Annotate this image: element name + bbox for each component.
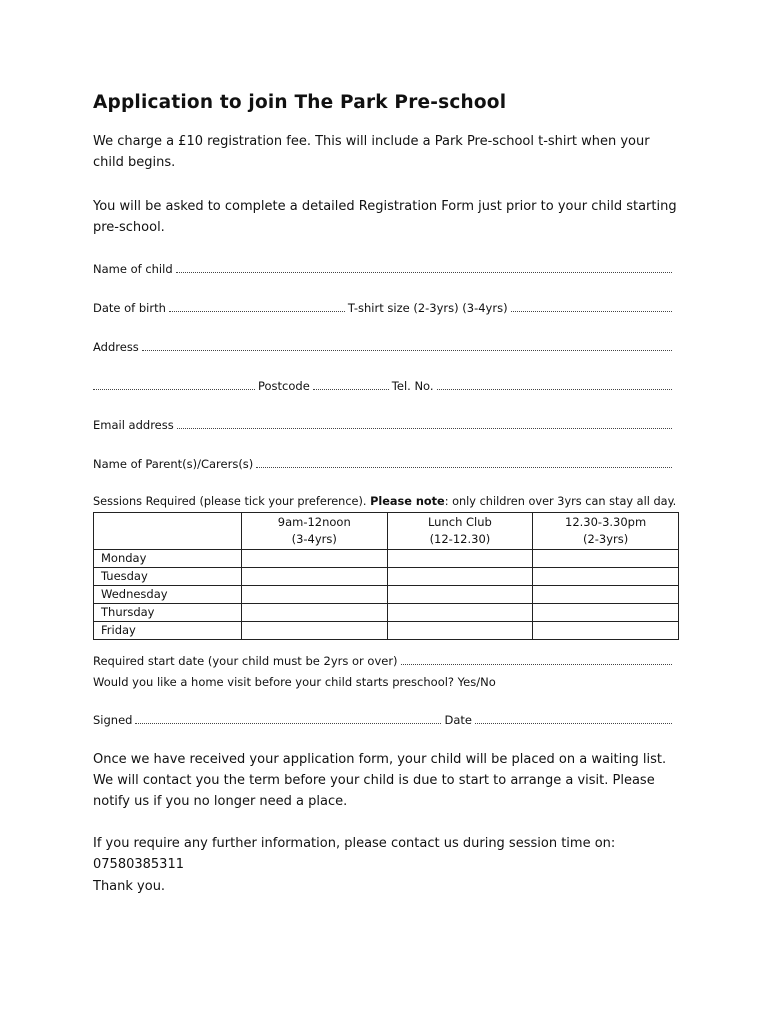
child-name-label: Name of child — [93, 262, 173, 276]
tshirt-size-input-line[interactable] — [511, 302, 672, 312]
sessions-note-text: : only children over 3yrs can stay all day. — [444, 495, 677, 508]
session-tick-cell[interactable] — [533, 568, 679, 586]
registration-fee-paragraph: We charge a £10 registration fee. This will include a Park Pre-school t-shirt when your child begins. — [93, 134, 650, 170]
page-title: Application to join The Park Pre-school — [93, 92, 507, 113]
waiting-list-paragraph: Once we have received your application form, your child will be placed on a waiting list. We will contact you the term before your child is due to start to arrange a visit. Please notify us if you no longer need a place. — [93, 752, 667, 809]
session-tick-cell[interactable] — [387, 568, 533, 586]
session-column-afternoon — [533, 513, 679, 550]
day-label: Tuesday — [94, 568, 242, 586]
date-label: Date — [444, 713, 472, 727]
session-col-lunch-age: (12-12.30) — [429, 532, 491, 546]
signature-input-line[interactable] — [135, 714, 441, 724]
session-tick-cell[interactable] — [241, 550, 387, 568]
email-input-line[interactable] — [177, 419, 672, 429]
tshirt-size-label: T-shirt size (2-3yrs) (3-4yrs) — [347, 301, 508, 315]
tel-label: Tel. No. — [391, 379, 434, 393]
dob-tshirt-row — [93, 301, 675, 315]
signed-label: Signed — [93, 713, 133, 727]
session-tick-cell[interactable] — [241, 622, 387, 640]
table-row — [94, 568, 679, 586]
tel-input-line[interactable] — [437, 380, 672, 390]
day-label: Thursday — [94, 604, 242, 622]
sessions-intro-text: Sessions Required (please tick your preference). — [93, 495, 371, 508]
parents-label: Name of Parent(s)/Carers(s) — [93, 457, 254, 471]
parents-input-line[interactable] — [256, 458, 672, 468]
session-col-morning-age: (3-4yrs) — [291, 532, 337, 546]
child-name-input-line[interactable] — [176, 263, 672, 273]
sessions-table — [93, 512, 679, 640]
session-tick-cell[interactable] — [241, 586, 387, 604]
session-tick-cell[interactable] — [241, 568, 387, 586]
day-label: Wednesday — [94, 586, 242, 604]
signature-row — [93, 713, 675, 727]
postcode-input-line[interactable] — [313, 380, 389, 390]
table-row — [94, 604, 679, 622]
session-col-lunch-time: Lunch Club — [427, 515, 492, 529]
session-tick-cell[interactable] — [387, 550, 533, 568]
sessions-intro — [93, 495, 676, 508]
date-input-line[interactable] — [475, 714, 672, 724]
session-column-lunch — [387, 513, 533, 550]
session-tick-cell[interactable] — [387, 622, 533, 640]
sessions-corner-cell — [94, 513, 242, 550]
postcode-tel-row — [93, 379, 675, 393]
contact-paragraph: If you require any further information, please contact us during session time on: — [93, 836, 616, 851]
sessions-header-row — [94, 513, 679, 550]
contact-phone: 07580385311 — [93, 857, 184, 872]
session-col-afternoon-time: 12.30-3.30pm — [565, 515, 647, 529]
start-date-input-line[interactable] — [401, 655, 672, 665]
session-tick-cell[interactable] — [533, 550, 679, 568]
address-field[interactable] — [93, 340, 675, 354]
start-date-field[interactable] — [93, 654, 675, 668]
table-row — [94, 550, 679, 568]
day-label: Friday — [94, 622, 242, 640]
session-tick-cell[interactable] — [533, 622, 679, 640]
session-col-morning-time: 9am-12noon — [277, 515, 351, 529]
table-row — [94, 622, 679, 640]
session-tick-cell[interactable] — [533, 604, 679, 622]
address-input-line[interactable] — [142, 341, 672, 351]
session-tick-cell[interactable] — [387, 604, 533, 622]
session-col-afternoon-age: (2-3yrs) — [582, 532, 629, 546]
session-tick-cell[interactable] — [241, 604, 387, 622]
table-row — [94, 586, 679, 604]
dob-label: Date of birth — [93, 301, 166, 315]
please-note-label: Please note — [370, 495, 445, 508]
start-date-label: Required start date (your child must be 2yrs or over) — [93, 654, 398, 668]
registration-form-paragraph: You will be asked to complete a detailed Registration Form just prior to your child starting pre-school. — [93, 199, 677, 235]
address-line-2[interactable] — [93, 380, 255, 390]
email-field[interactable] — [93, 418, 675, 432]
session-tick-cell[interactable] — [387, 586, 533, 604]
child-name-field[interactable] — [93, 262, 675, 276]
thank-you: Thank you. — [93, 879, 166, 894]
email-label: Email address — [93, 418, 174, 432]
address-label: Address — [93, 340, 139, 354]
session-tick-cell[interactable] — [533, 586, 679, 604]
session-column-morning — [241, 513, 387, 550]
postcode-label: Postcode — [258, 379, 310, 393]
day-label: Monday — [94, 550, 242, 568]
parents-field[interactable] — [93, 457, 675, 471]
home-visit-question: Would you like a home visit before your child starts preschool? Yes/No — [93, 675, 496, 689]
dob-input-line[interactable] — [169, 302, 345, 312]
